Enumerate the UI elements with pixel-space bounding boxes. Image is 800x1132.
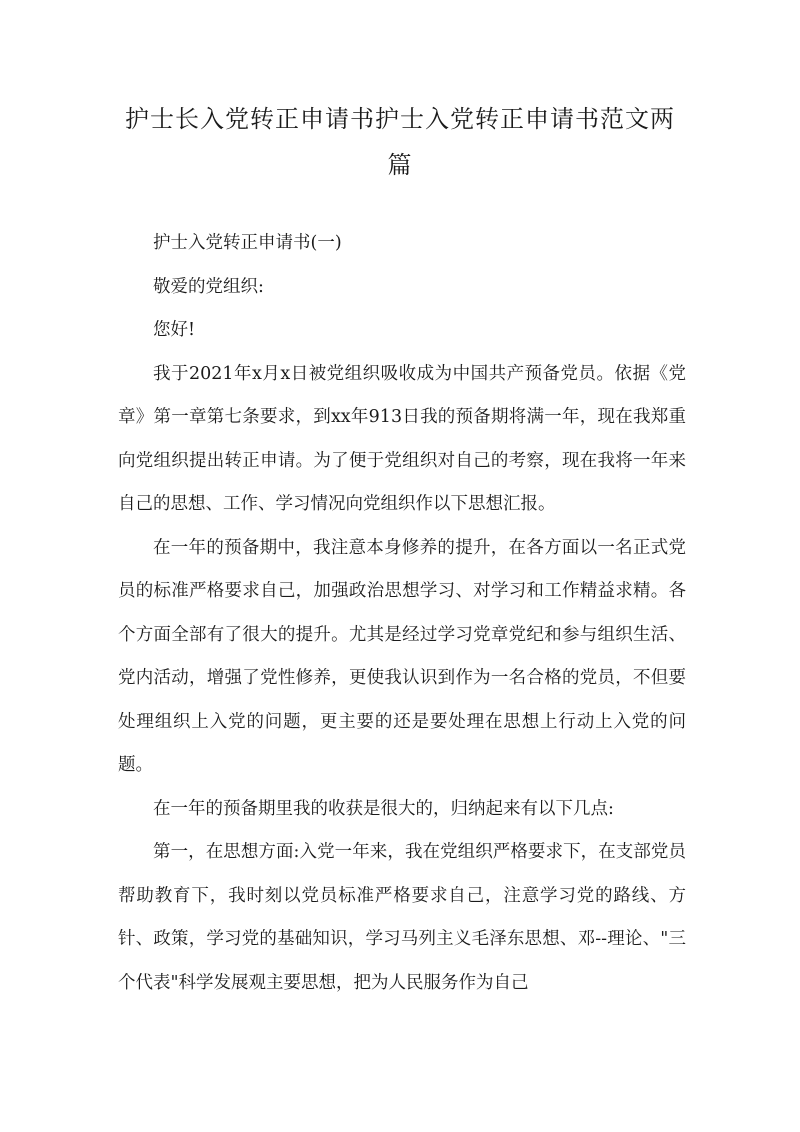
paragraph-summary: 在一年的预备期里我的收获是很大的，归纳起来有以下几点: [153, 798, 614, 819]
paragraph-intro: 我于2021年x月x日被党组织吸收成为中国共产预备党员。依据《党章》第一章第七条要求，到xx年913日我的预备期将满一年，现在我郑重向党组织提出转正申请。为了便于党组织对自己的考察，现在我将一年来自己的思想、工作、学习情况向党组织作以下思想汇报。 [118, 363, 686, 514]
paragraph-point-one: 第一，在思想方面:入党一年来，我在党组织严格要求下，在支部党员帮助教育下，我时刻以党员标准严格要求自己，注意学习党的路线、方针、政策，学习党的基础知识，学习马列主义毛泽东思想、邓--理论、"三个代表"科学发展观主要思想，把为人民服务作为自己 [118, 842, 686, 993]
section-heading: 护士入党转正申请书(一) [153, 233, 342, 253]
document-body [118, 222, 686, 1005]
greeting: 您好! [153, 320, 196, 340]
document-title: 护士长入党转正申请书护士入党转正申请书范文两篇 [125, 105, 675, 179]
salutation: 敬爱的党组织: [153, 276, 264, 297]
paragraph-probation: 在一年的预备期中，我注意本身修养的提升，在各方面以一名正式党员的标准严格要求自己，加强政治思想学习、对学习和工作精益求精。各个方面全部有了很大的提升。尤其是经过学习党章党纪和参与组织生活、党内活动，增强了党性修养，更使我认识到作为一名合格的党员，不但要处理组织上入党的问题，更主要的还是要处理在思想上行动上入党的问题。 [118, 537, 686, 775]
